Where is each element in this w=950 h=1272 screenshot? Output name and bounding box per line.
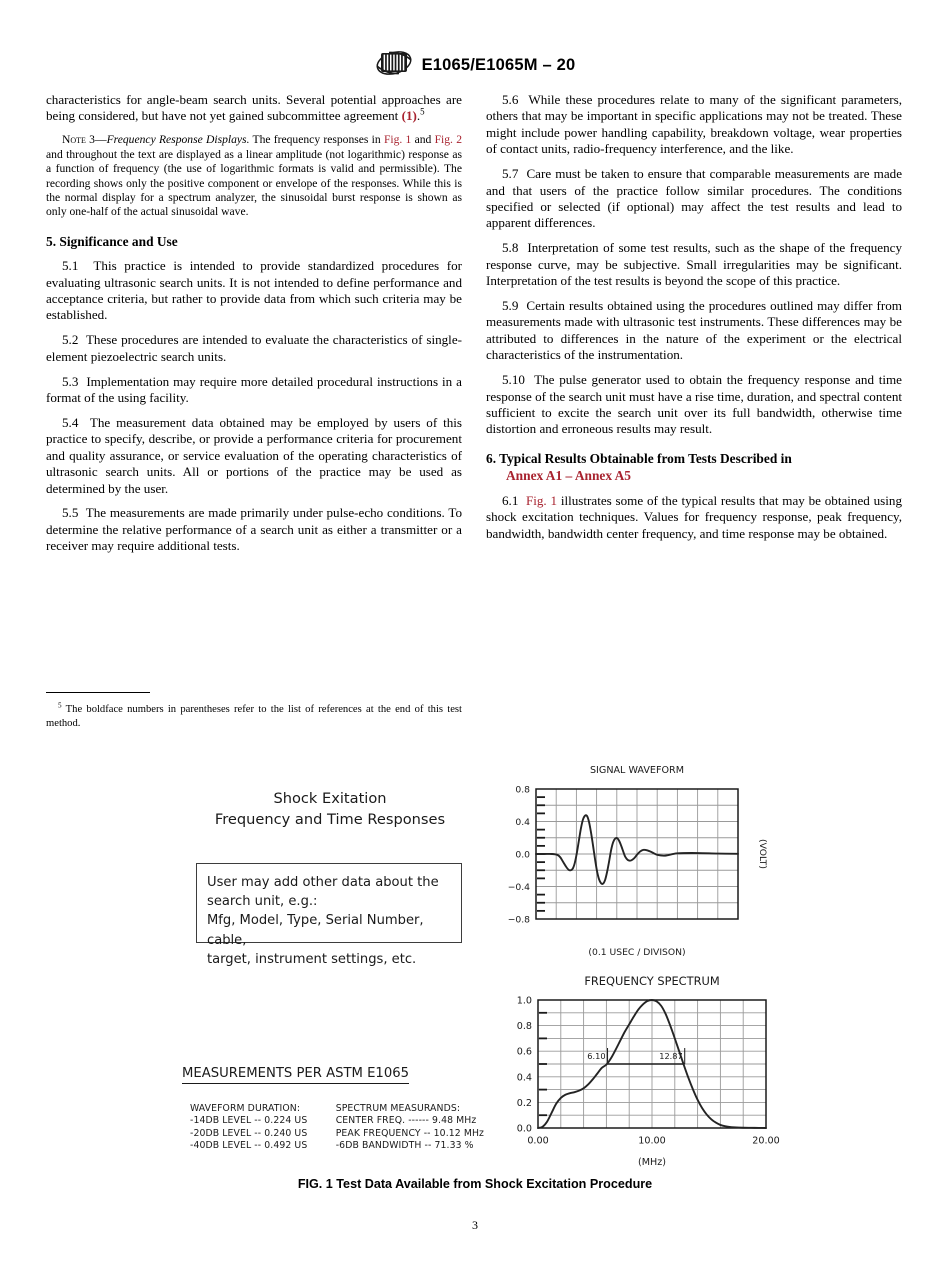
y-tick-label: 0.4 xyxy=(516,1072,532,1084)
paragraph-5-1 xyxy=(46,258,462,324)
paragraph-5-8-text: Interpretation of some test results, such as the shape of the frequency response curve, may be subjective. Small irregularities may be significant. Interpretation of the test results is beyond the scope of this practice. xyxy=(486,240,903,289)
annex-range-link[interactable]: Annex A1 – Annex A5 xyxy=(506,467,632,483)
frequency-spectrum-chart xyxy=(500,965,790,1185)
section-number-5-2: 5.2 xyxy=(62,332,79,348)
y-tick-label: 0.2 xyxy=(516,1097,532,1109)
paragraph-5-6 xyxy=(486,92,902,158)
paragraph-5-10 xyxy=(486,372,902,438)
paragraph-5-3-text: Implementation may require more detailed procedural instructions in a format of the using facility. xyxy=(46,373,462,405)
footnote-number: 5 xyxy=(58,701,62,710)
note-3 xyxy=(46,133,462,219)
signal-waveform-chart xyxy=(500,755,790,970)
footnote-text: The boldface numbers in parentheses refer to the list of references at the end of this test method. xyxy=(46,704,462,729)
paragraph-continued-text: characteristics for angle-beam search units. Several potential approaches are being considered, but have not yet gained subcommittee agreement xyxy=(46,92,462,124)
y-tick-label: 1.0 xyxy=(516,995,532,1007)
waveform-row: -14DB LEVEL -- 0.224 US xyxy=(190,1115,308,1127)
paragraph-5-1-text: This practice is intended to provide standardized procedures for evaluating ultrasonic search units. It is not intended to define performance and acceptance criteria, but rather to provide data from which such criteria may be established. xyxy=(46,258,463,323)
note-label: Note xyxy=(62,133,86,147)
figure-title-line2: Frequency and Time Responses xyxy=(214,811,446,828)
paragraph-5-4-text: The measurement data obtained may be employed by users of this practice to specify, describe, or provide a performance criteria for procurement and quality assurance, or service evaluation of the operating characteristics of ultrasonic search units. All or portions of the practice may be used as determined by the user. xyxy=(46,414,463,496)
spectrum-measurands-header: SPECTRUM MEASURANDS: xyxy=(335,1103,461,1114)
section-5-heading: 5. Significance and Use xyxy=(46,233,178,249)
frequency-spectrum-y-axis-labels xyxy=(517,995,532,1134)
signal-waveform-y-axis-title: (VOLT) xyxy=(757,839,768,869)
note-text-c: and throughout the text are displayed as a linear amplitude (not logarithmic) response as a function of frequency (the use of logarithmic formats is valid and permissible). The recording shows only the positive component or envelope of the responses. While this is the normal display for a spectrum analyzer, the sinusoidal burst response is shown as only one-half of the actual sinusoidal wave. xyxy=(46,147,462,219)
left-text-column xyxy=(46,92,462,563)
paragraph-5-5-text: The measurements are made primarily under pulse-echo conditions. To determine the relative performance of a search unit as either a transmitter or a receiver may require additional tests. xyxy=(46,505,462,554)
frequency-spectrum-x-axis-labels xyxy=(527,1136,779,1147)
signal-waveform-x-axis-title: (0.1 USEC / DIVISON) xyxy=(588,947,686,958)
spectrum-row: CENTER FREQ. ------ 9.48 MHz xyxy=(335,1115,477,1127)
signal-waveform-title: SIGNAL WAVEFORM xyxy=(589,765,685,776)
paragraph-5-2 xyxy=(46,332,462,365)
spectrum-row: PEAK FREQUENCY -- 10.12 MHz xyxy=(335,1127,485,1139)
standard-designation: E1065/E1065M – 20 xyxy=(421,56,576,74)
section-number-5-7: 5.7 xyxy=(502,166,519,182)
frequency-spectrum-x-axis-title: (MHz) xyxy=(637,1157,667,1168)
section-number-5-9: 5.9 xyxy=(502,297,519,313)
footnote-marker-5: 5 xyxy=(420,107,425,118)
note-title: Frequency Response Displays. xyxy=(106,133,250,147)
footnote-separator xyxy=(46,692,150,693)
spectrum-row: -6DB BANDWIDTH -- 71.33 % xyxy=(335,1140,474,1152)
waveform-duration-column xyxy=(190,1103,336,1153)
y-tick-label: −0.4 xyxy=(507,881,530,893)
paragraph-6-1-text: illustrates some of the typical results that may be obtained using shock excitation techniques. Values for frequency response, peak frequency, bandwidth, bandwidth center frequency, and time response may be obtained. xyxy=(486,492,903,541)
fig-2-link[interactable]: Fig. 2 xyxy=(434,133,462,147)
signal-waveform-svg xyxy=(500,755,790,965)
page-header xyxy=(0,50,950,81)
frequency-spectrum-minor-ticks xyxy=(539,1013,547,1115)
figure-title xyxy=(185,788,475,830)
y-tick-label: 0.8 xyxy=(515,784,530,796)
paragraph-5-5 xyxy=(46,505,462,554)
figure-title-line1: Shock Exitation xyxy=(273,790,387,807)
spectrum-annotation xyxy=(587,1048,607,1064)
waveform-row: -20DB LEVEL -- 0.240 US xyxy=(190,1127,308,1139)
signal-waveform-y-axis-labels xyxy=(508,784,530,925)
waveform-duration-header: WAVEFORM DURATION: xyxy=(190,1103,301,1114)
figure-caption: FIG. 1 Test Data Available from Shock Excitation Procedure xyxy=(297,1177,653,1191)
paragraph-5-4 xyxy=(46,415,462,497)
paragraph-continued: characteristics for angle-beam search units. Several potential approaches are being considered, but have not yet gained subcommittee agreement (1).$^5$ xyxy=(46,92,462,124)
section-number-5-4: 5.4 xyxy=(62,414,79,430)
section-number-6-1: 6.1 xyxy=(502,492,519,508)
paragraph-5-10-text: The pulse generator used to obtain the frequency response and time response of the search unit must have a rise time, duration, and spectral content sufficient to excite the search unit over its full bandwidth, otherwise time distortion and erroneous results may result. xyxy=(486,372,902,437)
section-number-5-5: 5.5 xyxy=(62,505,79,521)
page-number: 3 xyxy=(472,1218,478,1232)
section-6-heading-line1: 6. Typical Results Obtainable from Tests Described in xyxy=(486,450,792,466)
x-tick-label: 20.00 xyxy=(752,1135,780,1147)
x-tick-label: 10.00 xyxy=(638,1135,666,1147)
section-number-5-10: 5.10 xyxy=(502,372,525,388)
user-data-line2: search unit, e.g.: xyxy=(207,894,318,910)
paragraph-5-7 xyxy=(486,166,902,232)
y-tick-label: 0.0 xyxy=(515,849,530,861)
section-number-5-6: 5.6 xyxy=(502,92,519,107)
y-tick-label: −0.8 xyxy=(507,914,530,926)
figure-1 xyxy=(0,755,950,1215)
x-tick-label: 0.00 xyxy=(527,1135,549,1147)
frequency-spectrum-svg xyxy=(500,965,790,1180)
paragraph-5-7-text: Care must be taken to ensure that comparable measurements are made and that users of the practice follow similar procedures. The conditions specified or selected (if optional) may affect the test results and lead to apparent differences. xyxy=(486,166,902,231)
annotation-label: 6.10 xyxy=(587,1051,606,1061)
paragraph-5-3 xyxy=(46,374,462,407)
note-text-a: The frequency responses in xyxy=(249,133,384,147)
user-data-line4: target, instrument settings, etc. xyxy=(207,951,417,967)
note-text-b: and xyxy=(411,133,435,147)
waveform-row: -40DB LEVEL -- 0.492 US xyxy=(190,1140,308,1152)
paragraph-6-1 xyxy=(486,493,902,542)
section-number-5-8: 5.8 xyxy=(502,240,519,256)
footnote-5 xyxy=(46,703,462,730)
y-tick-label: 0.4 xyxy=(515,816,530,828)
paragraph-5-2-text: These procedures are intended to evaluate the characteristics of single-element piezoelectric search units. xyxy=(46,332,462,364)
section-number-5-3: 5.3 xyxy=(62,373,79,389)
frequency-spectrum-title: FREQUENCY SPECTRUM xyxy=(584,974,720,988)
y-tick-label: 0.6 xyxy=(516,1046,532,1058)
fig-1-link[interactable]: Fig. 1 xyxy=(383,133,412,147)
user-data-line3: Mfg, Model, Type, Serial Number, cable, xyxy=(207,913,424,948)
section-6-heading xyxy=(486,450,902,484)
paragraph-5-8 xyxy=(486,240,902,289)
y-tick-label: 0.0 xyxy=(516,1123,532,1135)
user-data-line1: User may add other data about the xyxy=(207,875,439,890)
annotation-label: 12.87 xyxy=(659,1051,683,1061)
spectrum-measurands-column xyxy=(336,1103,490,1153)
reference-link-1[interactable]: (1) xyxy=(401,108,417,124)
measurements-heading: MEASUREMENTS PER ASTM E1065 xyxy=(182,1066,409,1084)
fig-1-link-2[interactable]: Fig. 1 xyxy=(525,492,558,508)
paragraph-5-9-text: Certain results obtained using the procedures outlined may differ from measurements made with ultrasonic test instruments. These differences may be attributed to differences in the nature of the experiment or the electrical characteristics of the instrumentation. xyxy=(486,297,902,363)
y-tick-label: 0.8 xyxy=(516,1021,532,1033)
right-text-column xyxy=(486,92,902,550)
note-number: 3— xyxy=(85,133,107,147)
paragraph-5-9 xyxy=(486,298,902,364)
astm-logo-icon xyxy=(375,50,413,81)
paragraph-5-6-text: While these procedures relate to many of the significant parameters, others that may be important in specific applications may not be treated. These might include power handling capability, breakdown voltage, wear properties of contact units, radio-frequency interference, and the like. xyxy=(486,92,902,157)
user-data-box xyxy=(196,863,462,967)
measurements-table xyxy=(190,1103,490,1153)
section-number-5-1: 5.1 xyxy=(62,258,79,274)
